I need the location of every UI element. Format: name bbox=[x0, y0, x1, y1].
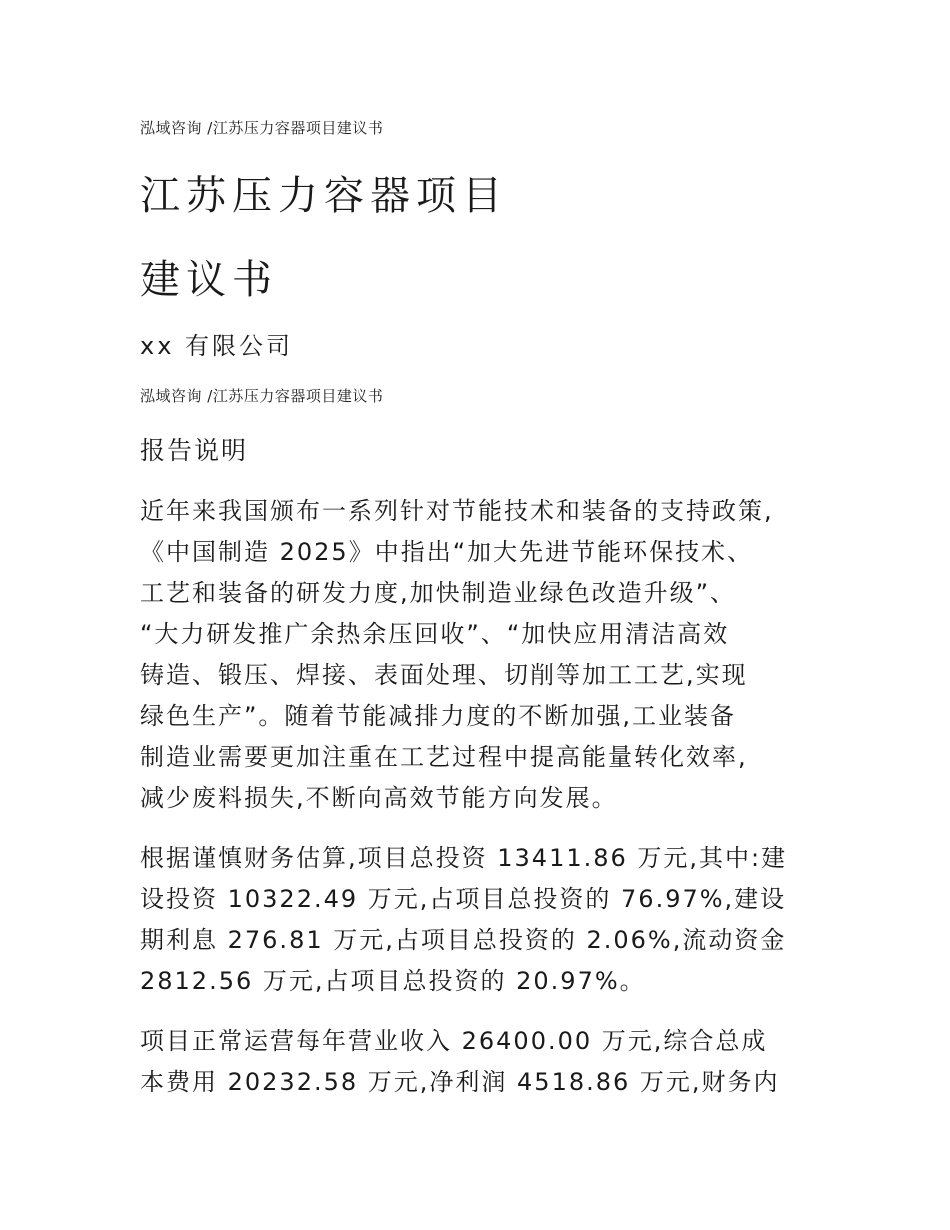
paragraph-line: 根据谨慎财务估算,项目总投资 13411.86 万元,其中:建 bbox=[140, 844, 788, 872]
paragraph-operating-revenue bbox=[140, 1021, 830, 1103]
paragraph-investment-estimate bbox=[140, 838, 830, 1002]
section-heading-report-description: 报告说明 bbox=[140, 436, 249, 465]
paragraph-line: 工艺和装备的研发力度,加快制造业绿色改造升级”、 bbox=[140, 579, 737, 607]
paragraph-line: 减少废料损失,不断向高效节能方向发展。 bbox=[140, 784, 618, 812]
paragraph-line: 项目正常运营每年营业收入 26400.00 万元,综合总成 bbox=[140, 1027, 768, 1055]
paragraph-line: 本费用 20232.58 万元,净利润 4518.86 万元,财务内 bbox=[140, 1068, 780, 1096]
paragraph-line: 期利息 276.81 万元,占项目总投资的 2.06%,流动资金 bbox=[140, 926, 787, 954]
running-header-second: 泓域咨询 /江苏压力容器项目建议书 bbox=[140, 387, 384, 405]
paragraph-line: 绿色生产”。随着节能减排力度的不断加强,工业装备 bbox=[140, 702, 737, 730]
paragraph-line: 《中国制造 2025》中指出“加大先进节能环保技术、 bbox=[140, 538, 754, 566]
paragraph-line: 2812.56 万元,占项目总投资的 20.97%。 bbox=[140, 967, 646, 995]
running-header-top: 泓域咨询 /江苏压力容器项目建议书 bbox=[140, 119, 384, 137]
paragraph-line: 设投资 10322.49 万元,占项目总投资的 76.97%,建设 bbox=[140, 885, 787, 913]
company-name: xx 有限公司 bbox=[140, 332, 294, 360]
paragraph-policy-background bbox=[140, 491, 830, 819]
paragraph-line: 制造业需要更加注重在工艺过程中提高能量转化效率, bbox=[140, 743, 748, 771]
paragraph-line: “大力研发推广余热余压回收”、“加快应用清洁高效 bbox=[140, 620, 730, 648]
document-title-line-2: 建议书 bbox=[140, 257, 278, 303]
paragraph-line: 近年来我国颁布一系列针对节能技术和装备的支持政策, bbox=[140, 497, 774, 525]
document-title-line-1: 江苏压力容器项目 bbox=[140, 173, 508, 219]
paragraph-line: 铸造、锻压、焊接、表面处理、切削等加工工艺,实现 bbox=[140, 661, 748, 689]
